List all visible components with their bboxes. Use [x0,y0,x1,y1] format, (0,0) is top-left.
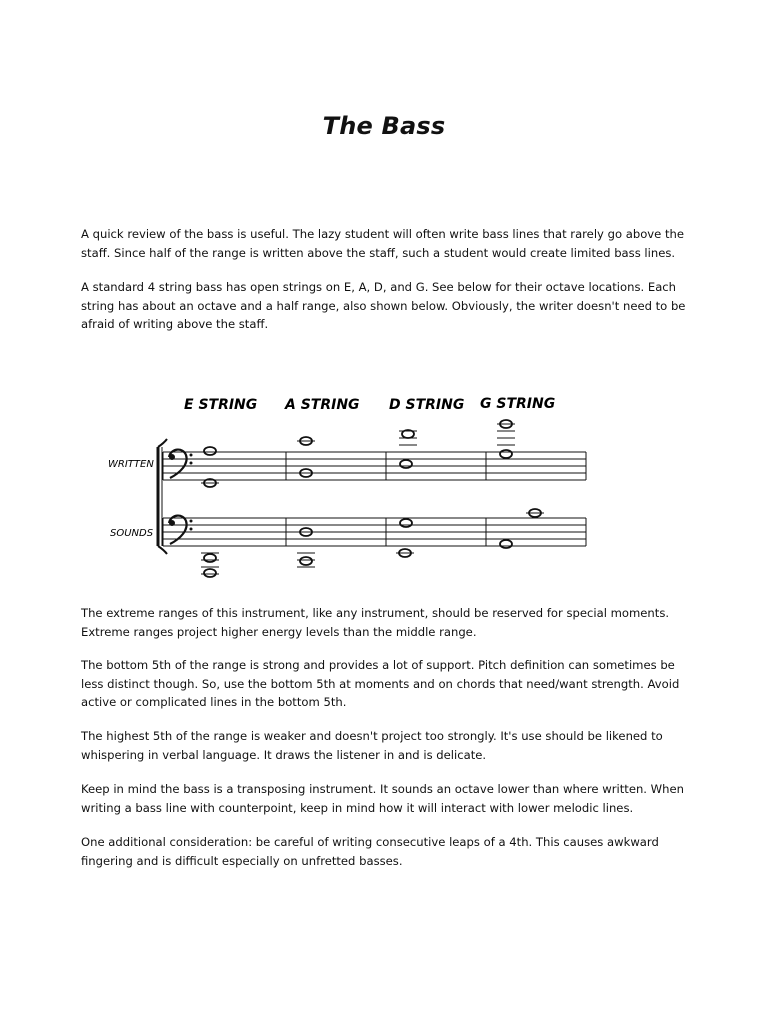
note-sounds-d-low [396,549,414,557]
paragraph-highest-fifth: The highest 5th of the range is weaker and doesn't project too strongly. It's use should be likened to whispering in verbal language. It draws the listener in and is delicate. [81,729,663,762]
note-written-a-high [297,437,315,445]
music-notation [100,385,600,585]
note-written-d-high [399,430,417,445]
paragraph-intro: A quick review of the bass is useful. The lazy student will often write bass lines that rarely go above the staff. Since half of the range is written above the staff, such a student would create limited bass lines. [81,227,684,260]
note-sounds-e-low [201,567,219,577]
note-sounds-a-low [297,553,315,567]
staff-label-written: WRITTEN [108,459,154,470]
paragraph-leaps: One additional consideration: be careful of writing consecutive leaps of a 4th. This causes awkward fingering and is difficult especially on unfretted basses. [81,835,659,868]
note-written-g-low [500,450,512,458]
bass-clef-icon [169,516,193,544]
paragraph-open-strings: A standard 4 string bass has open strings on E, A, D, and G. See below for their octave locations. Each string has about an octave and a half range, also shown below. Obviously, the writer doesn't need to be afraid of writing above the staff. [81,280,686,331]
string-label-g: G STRING [480,396,556,412]
note-written-g-high [497,420,515,445]
sounds-staff [163,518,586,546]
note-written-d-low [400,460,412,468]
note-sounds-d-high [400,519,412,527]
paragraph-transposing: Keep in mind the bass is a transposing instrument. It sounds an octave lower than where written. When writing a bass line with counterpoint, keep in mind how it will interact with lower melodic lines. [81,782,684,815]
string-label-d: D STRING [389,397,465,413]
paragraph-bottom-fifth: The bottom 5th of the range is strong and provides a lot of support. Pitch definition can sometimes be less distinct though. So, use the bottom 5th at moments and on chords that need/want strength. Avoid active or complicated lines in the bottom 5th. [81,658,680,709]
bass-range-example [100,385,600,585]
written-staff [163,452,586,480]
note-sounds-g-low [500,540,512,548]
note-sounds-g-high [526,509,544,517]
bass-clef-icon [169,450,193,478]
string-label-e: E STRING [184,397,258,413]
paragraph-extreme-ranges: The extreme ranges of this instrument, like any instrument, should be reserved for special moments. Extreme ranges project higher energy levels than the middle range. [81,606,670,639]
page-title: The Bass [322,112,446,140]
note-sounds-e-high [201,553,219,562]
string-label-a: A STRING [285,397,360,413]
note-written-e-high [204,447,216,455]
staff-label-sounds: SOUNDS [110,528,154,539]
